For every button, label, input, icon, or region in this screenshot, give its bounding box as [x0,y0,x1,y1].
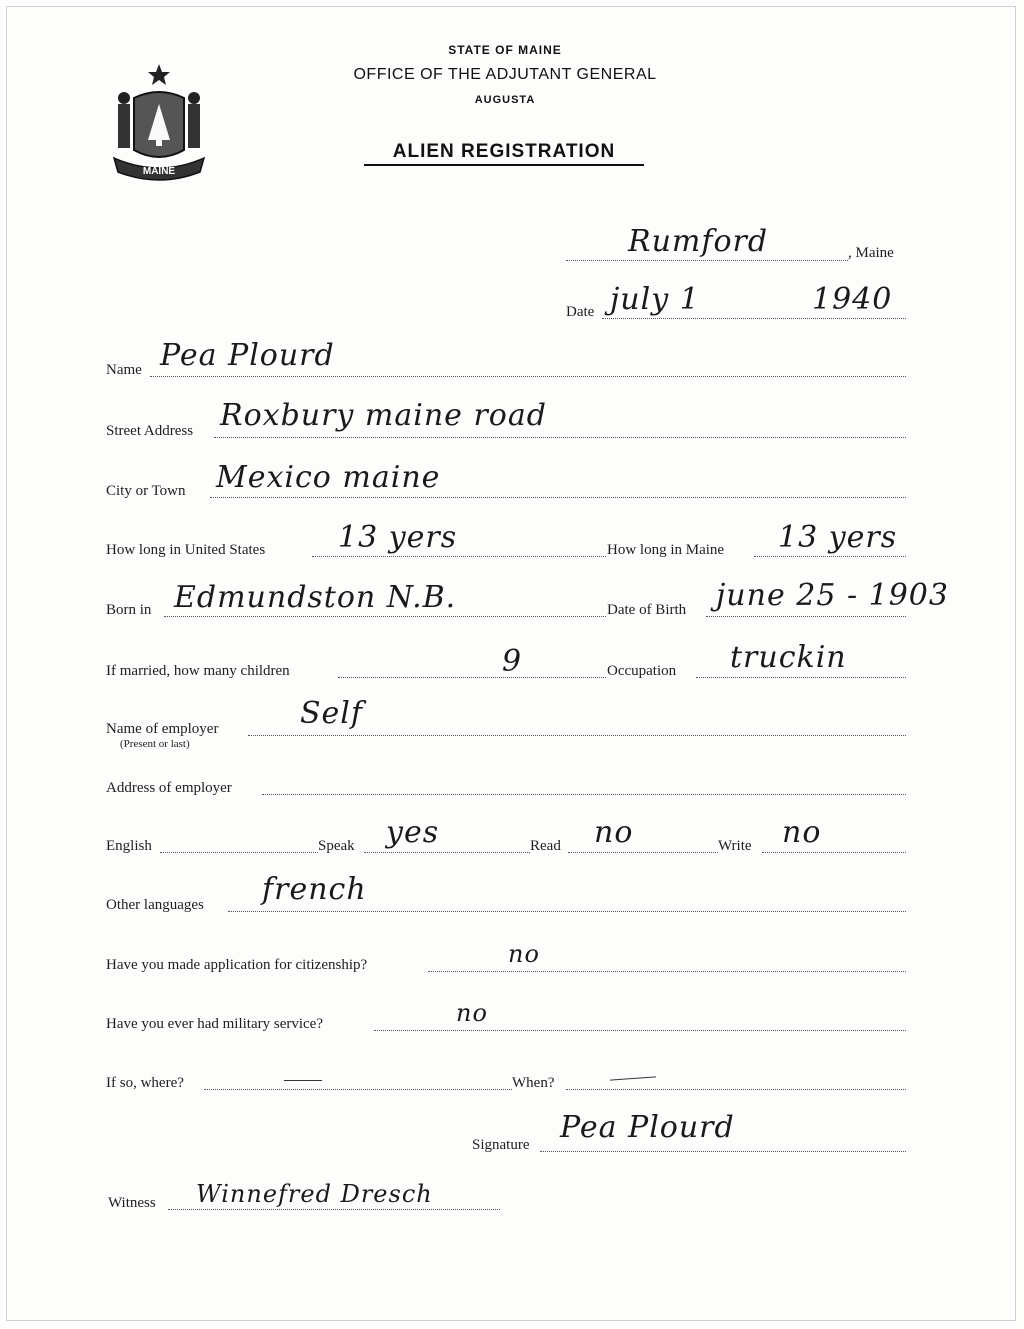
employer-address-line [262,794,906,795]
city-heading: AUGUSTA [474,94,536,106]
svg-text:MAINE: MAINE [142,166,176,177]
when-label: When? [512,1075,555,1091]
name-label: Name [106,362,142,378]
signature-value[interactable]: Pea Plourd [560,1110,735,1145]
maine-time-value[interactable]: 13 yers [778,520,898,555]
witness-line [168,1209,500,1210]
read-value[interactable]: no [594,815,634,850]
children-label: If married, how many children [106,663,290,679]
write-label: Write [718,838,752,854]
form-title: ALIEN REGISTRATION [364,141,644,166]
employer-value[interactable]: Self [300,696,364,731]
date-label: Date [566,304,595,320]
employer-line [248,735,906,736]
where-label: If so, where? [106,1075,184,1091]
where-dash [284,1080,322,1081]
military-label: Have you ever had military service? [106,1016,323,1032]
speak-label: Speak [318,838,355,854]
state-seal-icon [104,60,214,186]
languages-value[interactable]: french [262,872,367,907]
date-day-value[interactable]: july 1 [610,282,700,317]
occupation-value[interactable]: truckin [730,640,847,675]
read-label: Read [530,838,561,854]
street-label: Street Address [106,423,194,439]
dob-value[interactable]: june 25 - 1903 [716,578,949,613]
signature-label: Signature [472,1137,530,1153]
date-line [602,318,906,319]
write-line [762,852,906,853]
state-heading: STATE OF MAINE [448,43,562,57]
speak-value[interactable]: yes [386,815,440,850]
citizenship-line [428,971,906,972]
place-value[interactable]: Rumford [628,224,769,259]
employer-address-label: Address of employer [106,780,232,796]
military-line [374,1030,906,1031]
dob-line [706,616,906,617]
occupation-line [696,677,906,678]
born-label: Born in [106,602,152,618]
languages-line [228,911,906,912]
children-line [338,677,606,678]
city-label: City or Town [106,483,186,499]
born-line [164,616,606,617]
witness-value[interactable]: Winnefred Dresch [196,1180,433,1208]
city-value[interactable]: Mexico maine [216,460,441,495]
when-dash [610,1076,656,1080]
place-line [566,260,848,261]
us-time-line [312,556,606,557]
write-value[interactable]: no [782,815,822,850]
office-heading: OFFICE OF THE ADJUTANT GENERAL [353,66,657,83]
citizenship-label: Have you made application for citizenship? [106,957,368,973]
employer-sublabel: (Present or last) [120,738,190,750]
us-time-value[interactable]: 13 yers [338,520,458,555]
witness-label: Witness [108,1195,156,1211]
children-value[interactable]: 9 [502,644,523,679]
citizenship-value[interactable]: no [508,940,540,968]
occupation-label: Occupation [607,663,677,679]
city-line [210,497,906,498]
languages-label: Other languages [106,897,204,913]
maine-time-label: How long in Maine [607,542,725,558]
name-line [150,376,906,377]
date-year-value[interactable]: 1940 [812,282,893,317]
where-line [204,1089,512,1090]
place-label: , Maine [848,245,894,261]
street-value[interactable]: Roxbury maine road [220,398,547,433]
read-line [568,852,718,853]
name-value[interactable]: Pea Plourd [160,338,335,373]
maine-time-line [754,556,906,557]
dob-label: Date of Birth [607,602,687,618]
english-label: English [106,838,152,854]
born-value[interactable]: Edmundston N.B. [174,580,457,615]
military-value[interactable]: no [456,999,488,1027]
speak-line [364,852,530,853]
street-line [214,437,906,438]
signature-line [540,1151,906,1152]
english-line [160,852,318,853]
employer-label: Name of employer [106,721,219,737]
when-line [566,1089,906,1090]
us-time-label: How long in United States [106,542,266,558]
